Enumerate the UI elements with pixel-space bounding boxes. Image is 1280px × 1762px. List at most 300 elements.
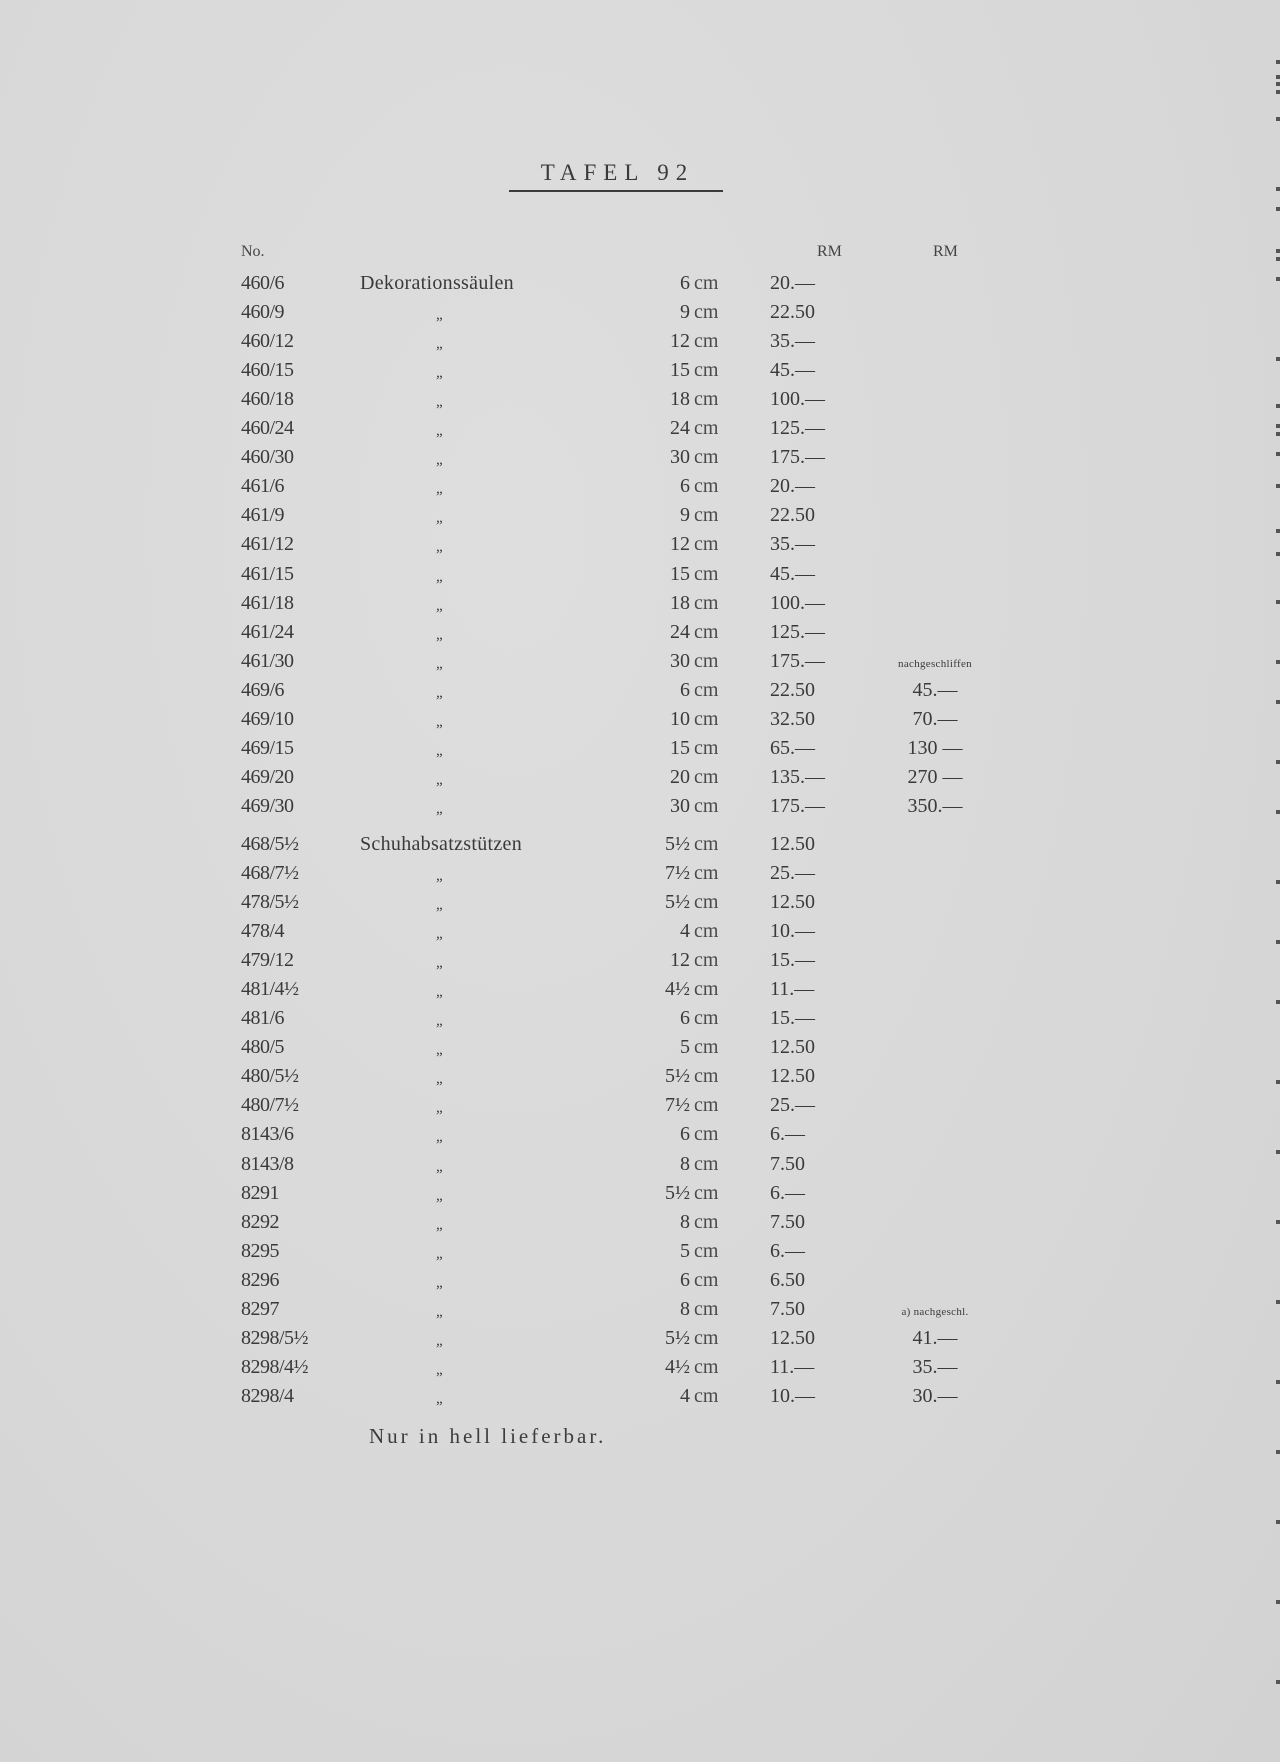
price-rm: 12.50 [770,1326,815,1349]
item-number: 460/15 [241,359,294,382]
item-number: 480/7½ [241,1094,299,1117]
scan-mark [1276,75,1280,79]
size-value: 5 [680,1239,690,1262]
scan-mark [1276,249,1280,253]
ditto-mark: „ [436,365,443,382]
size-unit: cm [694,978,719,1001]
size-unit: cm [694,620,719,643]
table-row [0,592,1280,621]
size-value: 30 [670,649,690,672]
footer-note: Nur in hell lieferbar. [369,1424,607,1448]
size-unit: cm [694,649,719,672]
size-value: 6 [680,678,690,701]
ditto-mark: „ [436,423,443,440]
size-value: 5 [680,1036,690,1059]
table-row [0,475,1280,504]
item-size [640,1036,740,1059]
price-rm: 45.— [770,562,815,585]
table-row [0,1298,1280,1327]
price-rm: 11.— [770,978,815,1001]
size-value: 4 [680,1384,690,1407]
size-value: 24 [670,417,690,440]
item-number: 468/5½ [241,832,299,855]
ditto-mark: „ [436,1042,443,1059]
price-rm-reground: 130 — [907,736,963,759]
price-rm: 22.50 [770,301,815,324]
item-size [640,795,740,818]
item-size [640,833,740,856]
table-row [0,446,1280,475]
table-row [0,1182,1280,1211]
item-number: 8295 [241,1239,279,1262]
size-unit: cm [694,1123,719,1146]
item-number: 461/6 [241,475,285,498]
size-unit: cm [694,359,719,382]
ditto-mark: „ [436,1390,443,1407]
item-number: 460/12 [241,330,294,353]
size-value: 8 [680,1297,690,1320]
item-number: 8298/4 [241,1384,294,1407]
size-unit: cm [694,1065,719,1088]
item-size [640,563,740,586]
item-size [640,592,740,615]
price-rm: 6.— [770,1181,805,1204]
price-rm: 7.50 [770,1152,805,1175]
table-row [0,891,1280,920]
item-size [640,1269,740,1292]
ditto-mark: „ [436,868,443,884]
title-underline [509,190,723,192]
size-value: 6 [680,475,690,498]
table-row [0,563,1280,592]
price-rm: 25.— [770,862,815,884]
size-unit: cm [694,504,719,527]
size-unit: cm [694,388,719,411]
size-value: 6 [680,272,690,294]
size-unit: cm [694,591,719,614]
price-rm: 12.50 [770,1065,815,1088]
size-value: 24 [670,620,690,643]
item-number: 8296 [241,1268,279,1291]
ditto-mark: „ [436,1071,443,1088]
size-value: 5½ [665,1326,690,1349]
item-size [640,504,740,527]
size-unit: cm [694,1326,719,1349]
size-unit: cm [694,832,719,855]
scan-mark [1276,207,1280,211]
size-unit: cm [694,417,719,440]
ditto-mark: „ [436,742,443,759]
size-value: 9 [680,504,690,527]
scan-mark [1276,1600,1280,1604]
price-rm-reground: 350.— [907,794,963,817]
ditto-mark: „ [436,1361,443,1378]
size-unit: cm [694,1297,719,1320]
size-unit: cm [694,891,719,914]
item-number: 481/6 [241,1007,285,1030]
price-rm: 35.— [770,330,815,353]
item-number: 8143/8 [241,1152,294,1175]
item-size [640,737,740,760]
table-row [0,1327,1280,1356]
scan-mark [1276,82,1280,86]
table-row [0,1356,1280,1385]
ditto-mark: „ [436,1187,443,1204]
item-number: 461/15 [241,562,294,585]
price-rm: 35.— [770,533,815,556]
price-rm-reground: 41.— [912,1326,958,1349]
item-number: 469/20 [241,765,294,788]
price-rm: 11.— [770,1355,815,1378]
column-header-rm1: RM [817,243,842,260]
price-rm: 10.— [770,1384,815,1407]
size-unit: cm [694,446,719,469]
ditto-mark: „ [436,800,443,817]
item-size [640,1094,740,1117]
item-number: 8297 [241,1297,279,1320]
ditto-mark: „ [436,955,443,972]
price-rm-reground: 45.— [912,678,958,701]
price-rm-reground: 30.— [912,1384,958,1407]
item-number: 8298/4½ [241,1355,309,1378]
ditto-mark: „ [436,1013,443,1030]
table-row [0,417,1280,446]
table-row [0,920,1280,949]
column-header-rm2: RM [933,243,958,260]
table-row [0,1153,1280,1182]
price-rm: 20.— [770,475,815,498]
size-value: 18 [670,591,690,614]
size-unit: cm [694,562,719,585]
item-size [640,1356,740,1379]
table-row [0,1123,1280,1152]
ditto-mark: „ [436,984,443,1001]
item-size [640,1123,740,1146]
table-row [0,708,1280,737]
reground-note: nachgeschliffen [898,657,972,670]
ditto-mark: „ [436,568,443,585]
size-unit: cm [694,1007,719,1030]
size-value: 7½ [665,862,690,884]
price-rm: 175.— [770,446,825,469]
size-value: 5½ [665,832,690,855]
scan-mark [1276,187,1280,191]
table-row [0,978,1280,1007]
size-value: 30 [670,446,690,469]
ditto-mark: „ [436,713,443,730]
item-size [640,650,740,673]
price-rm: 15.— [770,949,815,972]
item-number: 8143/6 [241,1123,294,1146]
table-row [0,862,1280,891]
item-number: 469/15 [241,736,294,759]
price-rm: 125.— [770,620,825,643]
ditto-mark: „ [436,1100,443,1117]
item-size [640,978,740,1001]
price-rm: 135.— [770,765,825,788]
item-size [640,533,740,556]
table-row [0,766,1280,795]
ditto-mark: „ [436,452,443,469]
ditto-mark: „ [436,897,443,914]
size-value: 4 [680,920,690,943]
item-number: 478/4 [241,920,285,943]
item-number: 461/12 [241,533,294,556]
price-rm: 6.— [770,1239,805,1262]
price-rm: 12.50 [770,891,815,914]
item-number: 479/12 [241,949,294,972]
item-size [640,359,740,382]
item-number: 461/18 [241,591,294,614]
ditto-mark: „ [436,926,443,943]
price-rm-reground: 270 — [907,765,963,788]
item-number: 460/18 [241,388,294,411]
table-row [0,1211,1280,1240]
size-value: 5½ [665,1181,690,1204]
size-value: 15 [670,562,690,585]
ditto-mark: „ [436,307,443,324]
item-size [640,891,740,914]
item-size [640,621,740,644]
item-size [640,708,740,731]
size-value: 6 [680,1123,690,1146]
ditto-mark: „ [436,1332,443,1349]
scan-mark [1276,60,1280,64]
size-unit: cm [694,1181,719,1204]
item-number: 478/5½ [241,891,299,914]
size-value: 8 [680,1210,690,1233]
size-value: 18 [670,388,690,411]
price-rm: 175.— [770,794,825,817]
page-title: TAFEL 92 [540,160,695,185]
price-rm: 10.— [770,920,815,943]
price-rm: 125.— [770,417,825,440]
item-size [640,1153,740,1176]
scan-mark [1276,1680,1280,1684]
size-value: 6 [680,1268,690,1291]
ditto-mark: „ [436,655,443,672]
size-unit: cm [694,1268,719,1291]
scan-mark [1276,257,1280,261]
item-number: 460/9 [241,301,285,324]
item-size [640,417,740,440]
item-size [640,388,740,411]
item-size [640,330,740,353]
size-unit: cm [694,736,719,759]
item-size [640,1182,740,1205]
price-rm: 175.— [770,649,825,672]
item-size [640,301,740,324]
price-rm: 12.50 [770,1036,815,1059]
table-row [0,533,1280,562]
table-row [0,1385,1280,1414]
size-value: 8 [680,1152,690,1175]
size-unit: cm [694,272,719,294]
table-row [0,949,1280,978]
price-rm-reground: 35.— [912,1355,958,1378]
size-unit: cm [694,1094,719,1117]
size-value: 4½ [665,1355,690,1378]
item-size [640,1327,740,1350]
item-number: 461/24 [241,620,294,643]
scan-mark [1276,90,1280,94]
scan-mark [1276,1450,1280,1454]
item-size [640,1007,740,1030]
size-unit: cm [694,1355,719,1378]
item-size [640,679,740,702]
item-number: 461/9 [241,504,285,527]
item-description: Schuhabsatzstützen [360,832,523,855]
table-row [0,1007,1280,1036]
price-rm: 6.50 [770,1268,805,1291]
size-unit: cm [694,920,719,943]
table-row [0,1036,1280,1065]
size-value: 5½ [665,891,690,914]
size-unit: cm [694,949,719,972]
size-value: 9 [680,301,690,324]
ditto-mark: „ [436,684,443,701]
table-row [0,388,1280,417]
size-unit: cm [694,1384,719,1407]
price-rm: 65.— [770,736,815,759]
ditto-mark: „ [436,539,443,556]
item-number: 480/5 [241,1036,285,1059]
item-size [640,446,740,469]
item-size [640,475,740,498]
size-value: 20 [670,765,690,788]
size-unit: cm [694,862,719,884]
size-value: 7½ [665,1094,690,1117]
column-header-no: No. [241,243,265,260]
price-rm: 6.— [770,1123,805,1146]
item-number: 469/10 [241,707,294,730]
size-unit: cm [694,1152,719,1175]
size-value: 5½ [665,1065,690,1088]
ditto-mark: „ [436,597,443,614]
item-number: 8291 [241,1181,279,1204]
item-description: Dekorationssäulen [360,272,514,294]
table-row [0,1065,1280,1094]
item-number: 469/30 [241,794,294,817]
ditto-mark: „ [436,481,443,498]
size-unit: cm [694,475,719,498]
ditto-mark: „ [436,510,443,527]
item-number: 469/6 [241,678,285,701]
item-number: 460/30 [241,446,294,469]
size-value: 15 [670,359,690,382]
size-unit: cm [694,533,719,556]
size-unit: cm [694,678,719,701]
price-rm: 20.— [770,272,815,294]
size-unit: cm [694,1036,719,1059]
size-value: 6 [680,1007,690,1030]
item-number: 460/24 [241,417,294,440]
ditto-mark: „ [436,1216,443,1233]
table-row [0,621,1280,650]
size-value: 30 [670,794,690,817]
size-unit: cm [694,301,719,324]
table-row [0,1094,1280,1123]
scan-mark [1276,117,1280,121]
size-value: 10 [670,707,690,730]
size-value: 12 [670,330,690,353]
item-size [640,1240,740,1263]
scan-mark [1276,1520,1280,1524]
item-size [640,1385,740,1408]
price-rm: 22.50 [770,678,815,701]
item-size [640,272,740,295]
item-size [640,862,740,885]
price-rm: 12.50 [770,832,815,855]
table-row [0,650,1280,679]
item-number: 8298/5½ [241,1326,309,1349]
ditto-mark: „ [436,336,443,353]
price-rm: 100.— [770,591,825,614]
table-row [0,272,1280,301]
table-row [0,301,1280,330]
size-value: 4½ [665,978,690,1001]
size-value: 15 [670,736,690,759]
price-rm: 32.50 [770,707,815,730]
ditto-mark: „ [436,1303,443,1320]
price-rm: 7.50 [770,1297,805,1320]
size-unit: cm [694,765,719,788]
size-unit: cm [694,1210,719,1233]
reground-note: a) nachgeschl. [901,1305,969,1318]
table-row [0,679,1280,708]
ditto-mark: „ [436,1129,443,1146]
table-row [0,330,1280,359]
item-size [640,766,740,789]
size-unit: cm [694,1239,719,1262]
ditto-mark: „ [436,1274,443,1291]
item-size [640,920,740,943]
price-rm: 25.— [770,1094,815,1117]
item-number: 8292 [241,1210,279,1233]
table-row [0,833,1280,862]
price-rm: 45.— [770,359,815,382]
size-unit: cm [694,330,719,353]
table-row [0,795,1280,824]
price-rm: 7.50 [770,1210,805,1233]
table-row [0,1269,1280,1298]
item-size [640,949,740,972]
size-value: 12 [670,533,690,556]
size-unit: cm [694,707,719,730]
ditto-mark: „ [436,771,443,788]
item-number: 481/4½ [241,978,299,1001]
ditto-mark: „ [436,626,443,643]
item-size [640,1065,740,1088]
item-number: 460/6 [241,272,285,294]
item-size [640,1211,740,1234]
table-row [0,1240,1280,1269]
ditto-mark: „ [436,1158,443,1175]
table-row [0,504,1280,533]
table-row [0,737,1280,766]
item-number: 461/30 [241,649,294,672]
price-rm: 22.50 [770,504,815,527]
item-size [640,1298,740,1321]
size-value: 12 [670,949,690,972]
table-row [0,359,1280,388]
price-rm-reground: 70.— [912,707,958,730]
ditto-mark: „ [436,1245,443,1262]
price-rm: 15.— [770,1007,815,1030]
item-number: 480/5½ [241,1065,299,1088]
price-rm: 100.— [770,388,825,411]
size-unit: cm [694,794,719,817]
